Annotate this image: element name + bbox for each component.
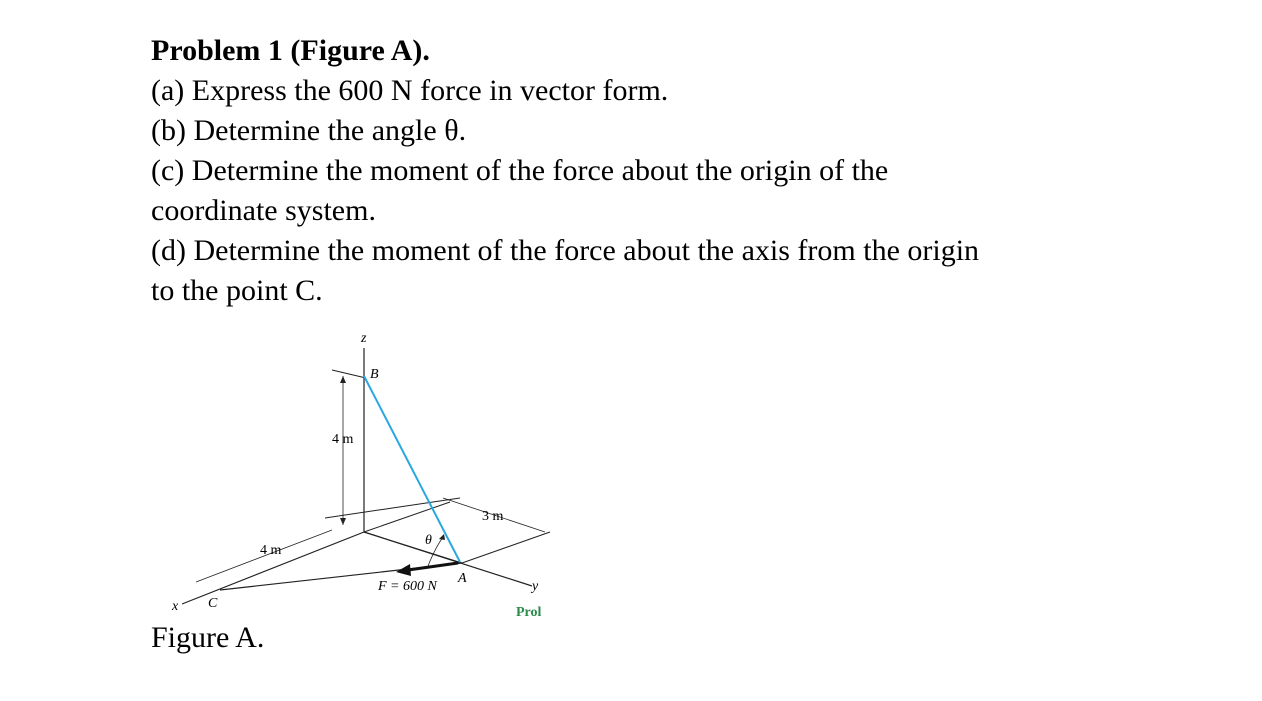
cable-b-to-a (364, 376, 460, 562)
label-3m: 3 m (482, 509, 504, 524)
b-tick-line (332, 370, 366, 378)
theta-arc-arrow (439, 534, 445, 540)
figure-a-diagram (160, 320, 580, 620)
part-d-line2: to the point C. (151, 274, 323, 307)
label-x-4m: 4 m (260, 543, 282, 558)
label-c: C (208, 596, 218, 611)
problem-statement (151, 31, 1151, 311)
cut-off-text: Prol (516, 605, 542, 620)
part-c-line2: coordinate system. (151, 194, 376, 227)
label-force: F = 600 N (378, 579, 437, 594)
problem-title: Problem 1 (Figure A). (151, 34, 430, 67)
label-a: A (458, 571, 467, 586)
label-x: x (172, 599, 179, 614)
height-dim-arrow-bottom (340, 518, 346, 525)
figure-caption: Figure A. (151, 621, 265, 654)
part-c-line1: (c) Determine the moment of the force about the origin of the (151, 154, 889, 187)
part-b: (b) Determine the angle θ. (151, 114, 467, 147)
label-z: z (361, 331, 367, 346)
force-arrow-shaft (408, 563, 458, 570)
label-y: y (532, 579, 539, 594)
height-dim-arrow-top (340, 376, 346, 383)
line-a-upper-right (462, 532, 550, 563)
part-d-line1: (d) Determine the moment of the force about the axis from the origin (151, 234, 980, 267)
guide-line-upper (325, 498, 460, 518)
label-theta: θ (425, 533, 432, 548)
label-b: B (370, 367, 379, 382)
label-height-4m: 4 m (332, 432, 354, 447)
part-a: (a) Express the 600 N force in vector form. (151, 74, 669, 107)
